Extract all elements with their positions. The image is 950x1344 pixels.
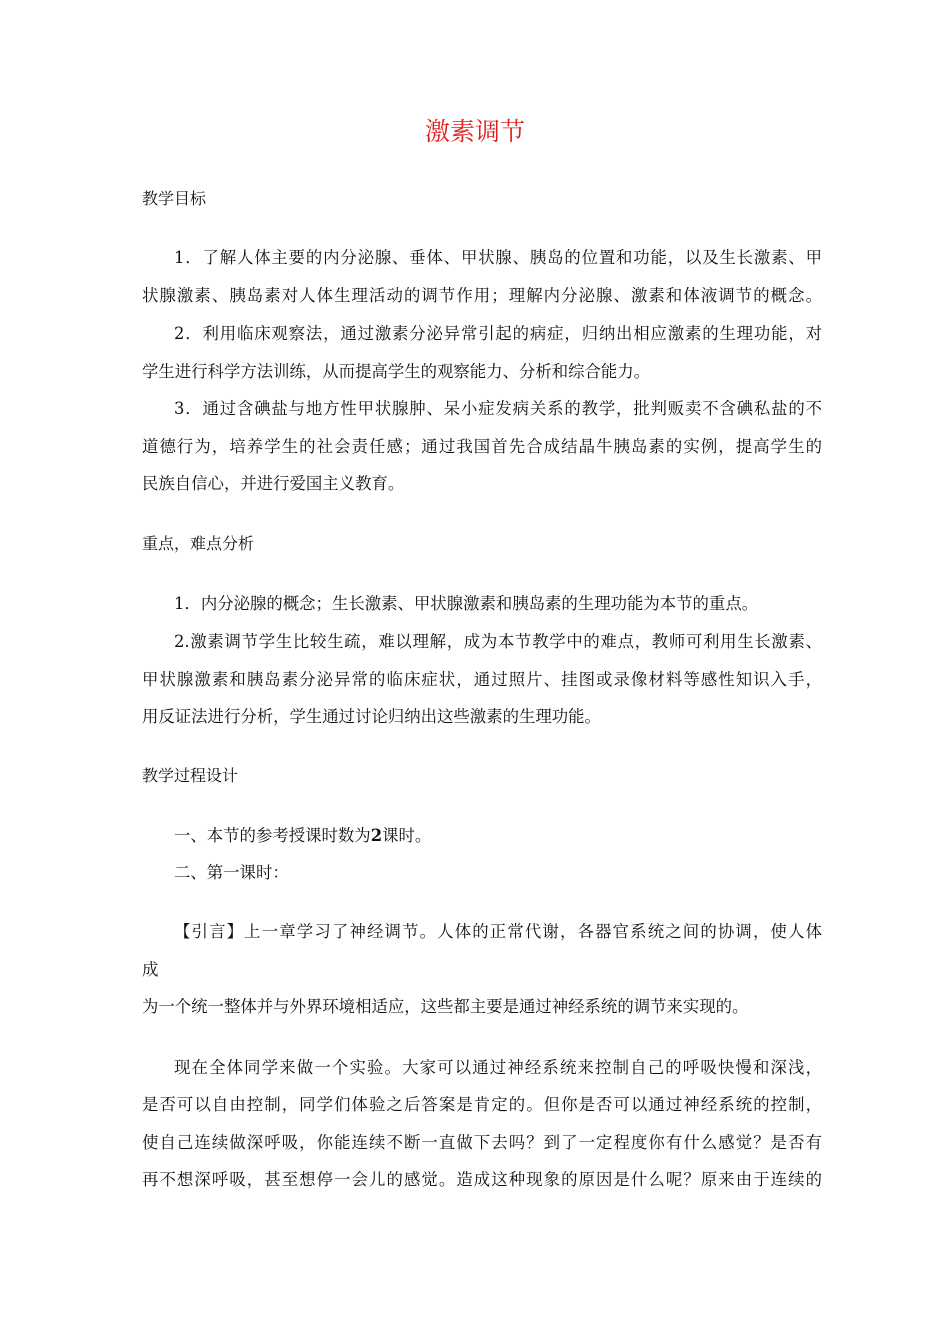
experiment-line-4: 再不想深呼吸，甚至想停一会儿的感觉。造成这种现象的原因是什么呢？原来由于连续的 [142, 1170, 822, 1189]
keypoint-line-2: 2.激素调节学生比较生疏，难以理解，成为本节教学中的难点，教师可利用生长激素、 [174, 632, 822, 651]
experiment-line-1: 现在全体同学来做一个实验。大家可以通过神经系统来控制自己的呼吸快慢和深浅， [174, 1058, 822, 1077]
intro-line-3: 为一个统一整体并与外界环境相适应，这些都主要是通过神经系统的调节来实现的。 [142, 997, 749, 1016]
section-heading-process: 教学过程设计 [142, 766, 239, 785]
goal-line-5: 3．通过含碘盐与地方性甲状腺肿、呆小症发病关系的教学，批判贩卖不含碘私盐的不 [174, 399, 822, 418]
experiment-line-3: 使自己连续做深呼吸，你能连续不断一直做下去吗？到了一定程度你有什么感觉？是否有 [142, 1133, 822, 1152]
keypoint-line-1: 1．内分泌腺的概念；生长激素、甲状腺激素和胰岛素的生理功能为本节的重点。 [174, 594, 759, 613]
process-line-1-post: 课时。 [382, 826, 432, 845]
process-line-1-pre: 一、本节的参考授课时数为 [174, 826, 371, 845]
keypoint-line-3: 甲状腺激素和胰岛素分泌异常的临床症状，通过照片、挂图或录像材料等感性知识入手， [142, 670, 822, 689]
section-heading-goals: 教学目标 [142, 189, 207, 208]
goal-line-7: 民族自信心，并进行爱国主义教育。 [142, 474, 405, 493]
keypoint-line-4: 用反证法进行分析，学生通过讨论归纳出这些激素的生理功能。 [142, 707, 601, 726]
goal-line-1: 1．了解人体主要的内分泌腺、垂体、甲状腺、胰岛的位置和功能，以及生长激素、甲 [174, 248, 822, 267]
process-line-2: 二、第一课时： [174, 863, 289, 882]
goal-line-6: 道德行为，培养学生的社会责任感；通过我国首先合成结晶牛胰岛素的实例，提高学生的 [142, 437, 822, 456]
section-heading-keypoints: 重点，难点分析 [142, 534, 255, 553]
goal-line-4: 学生进行科学方法训练，从而提高学生的观察能力、分析和综合能力。 [142, 362, 651, 381]
process-line-1-number: 2 [370, 826, 383, 845]
intro-line-1: 【引言】上一章学习了神经调节。人体的正常代谢，各器官系统之间的协调，使人体 [174, 922, 822, 941]
experiment-line-2: 是否可以自由控制，同学们体验之后答案是肯定的。但你是否可以通过神经系统的控制， [142, 1095, 822, 1114]
goal-line-2: 状腺激素、胰岛素对人体生理活动的调节作用；理解内分泌腺、激素和体液调节的概念。 [142, 286, 822, 305]
goal-line-3: 2．利用临床观察法，通过激素分泌异常引起的病症，归纳出相应激素的生理功能，对 [174, 324, 822, 343]
intro-line-2: 成 [142, 960, 159, 979]
page-title: 激素调节 [424, 117, 525, 146]
process-line-1 [174, 825, 822, 847]
